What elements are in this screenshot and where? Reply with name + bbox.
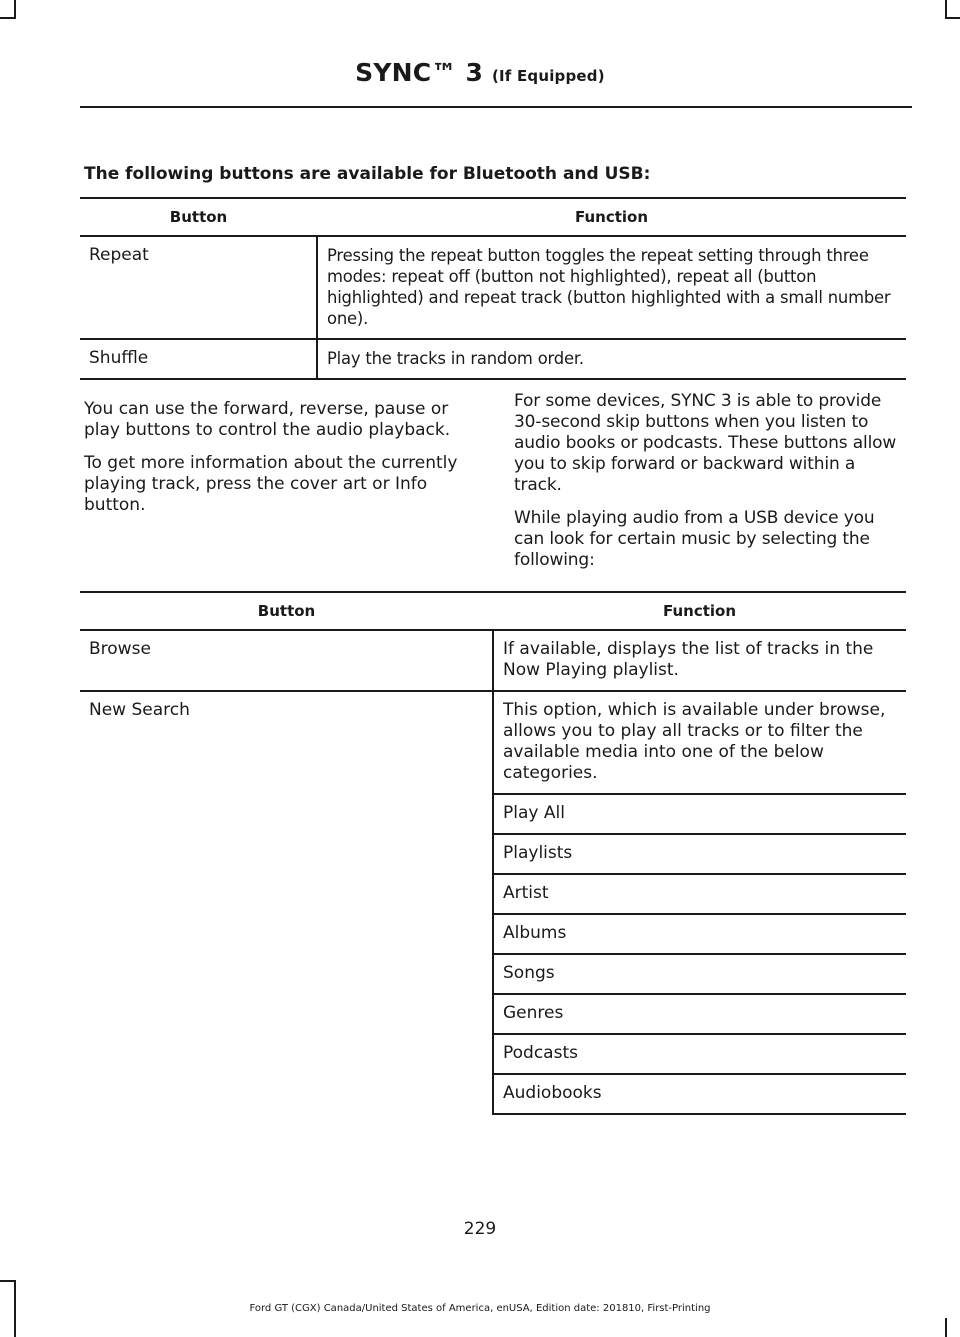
table-header-row <box>80 592 906 630</box>
section-heading: The following buttons are available for Bluetooth and USB: <box>84 164 651 184</box>
column-header-function: Function <box>493 592 906 630</box>
function-cell: Play the tracks in random order. <box>317 339 906 379</box>
category-cell: Artist <box>493 874 906 914</box>
body-paragraph: You can use the forward, reverse, pause or play buttons to control the audio playback. <box>84 399 451 440</box>
column-header-function: Function <box>317 198 906 236</box>
category-cell: Genres <box>493 994 906 1034</box>
function-cell: Pressing the repeat button toggles the repeat setting through three modes: repeat off (button not highlighted), repeat all (button highlighted) and repeat track (button highlighted with a small number one). <box>317 236 906 339</box>
page-header <box>0 58 960 87</box>
right-column <box>514 391 908 583</box>
crop-mark <box>945 17 960 19</box>
category-cell: Play All <box>493 794 906 834</box>
table-row <box>80 691 906 794</box>
button-cell: Shuffle <box>80 339 317 379</box>
body-paragraph: For some devices, SYNC 3 is able to provide 30-second skip buttons when you listen to audio books or podcasts. These buttons allow you to skip forward or backward within a track. <box>514 391 897 495</box>
button-cell: Browse <box>80 630 493 691</box>
header-subtitle: (If Equipped) <box>491 67 605 85</box>
crop-mark <box>14 0 16 18</box>
category-cell: Podcasts <box>493 1034 906 1074</box>
button-cell: New Search <box>80 691 493 1114</box>
left-column <box>84 399 484 528</box>
category-cell: Albums <box>493 914 906 954</box>
button-cell: Repeat <box>80 236 317 339</box>
buttons-table-bluetooth-usb <box>80 197 906 380</box>
body-paragraph: While playing audio from a USB device you can look for certain music by selecting the following: <box>514 508 875 570</box>
page-number: 229 <box>463 1219 497 1239</box>
crop-mark <box>0 1280 16 1282</box>
category-cell: Songs <box>493 954 906 994</box>
function-cell: If available, displays the list of tracks in the Now Playing playlist. <box>493 630 906 691</box>
function-cell: This option, which is available under browse, allows you to play all tracks or to filter the available media into one of the below categories. <box>493 691 906 794</box>
table-row <box>80 236 906 339</box>
column-header-button: Button <box>80 198 317 236</box>
table-header-row <box>80 198 906 236</box>
page-footer: Ford GT (CGX) Canada/United States of America, enUSA, Edition date: 201810, First-Printing <box>249 1303 711 1314</box>
body-paragraph: To get more information about the currently playing track, press the cover art or Info button. <box>84 453 458 515</box>
category-cell: Audiobooks <box>493 1074 906 1114</box>
table-row <box>80 339 906 379</box>
crop-mark <box>0 17 16 19</box>
column-header-button: Button <box>80 592 493 630</box>
buttons-table-usb-search <box>80 591 906 1115</box>
crop-mark <box>945 0 947 18</box>
crop-mark <box>945 1318 947 1337</box>
header-title: SYNC™ 3 <box>355 58 484 87</box>
table-row <box>80 630 906 691</box>
category-cell: Playlists <box>493 834 906 874</box>
header-rule <box>80 106 912 108</box>
